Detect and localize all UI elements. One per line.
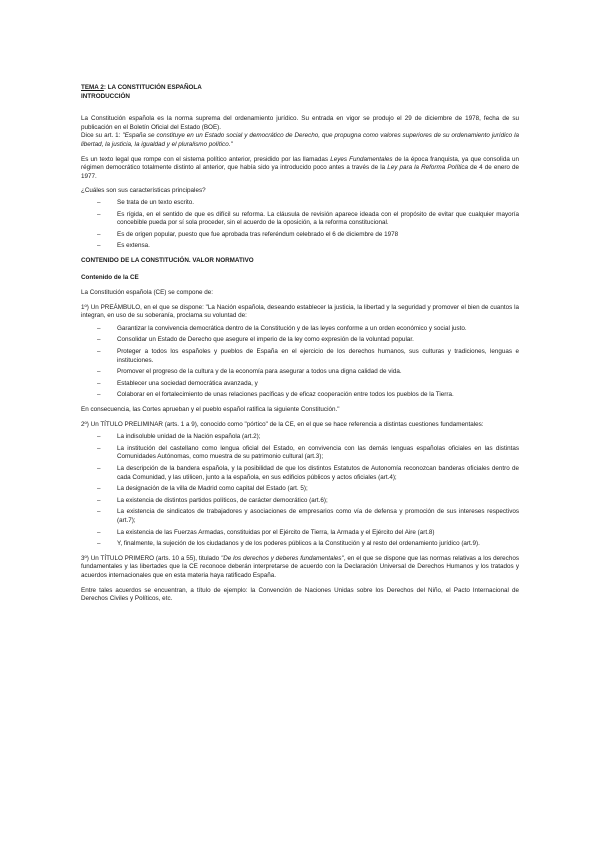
paragraph-titulo-primero bbox=[81, 555, 519, 581]
list-item: – La descripción de la bandera española, y la posibilidad de que los distintos Estatutos de Autonomía reconozcan banderas oficiales dentro de cada Comunidad, y las utilicen, junto a la española, en sus edificios públicos y actos oficiales (art.4); bbox=[81, 465, 519, 482]
intro-2-text-b: de la época franquista, ya que consolida un régimen democrático totalmente distinto al anterior, que había sido ya introducido poco antes a través de la bbox=[81, 155, 519, 172]
list-item: – Y, finalmente, la sujeción de los ciudadanos y de los poderes públicos a la Constitución y al resto del ordenamiento jurídico (art.9). bbox=[81, 540, 519, 549]
list-item: – La indisoluble unidad de la Nación española (art.2); bbox=[81, 433, 519, 442]
preliminar-list bbox=[81, 433, 519, 549]
list-item: – Se trata de un texto escrito. bbox=[81, 199, 519, 208]
paragraph-consecuencia: En consecuencia, las Cortes aprueban y el pueblo español ratifica la siguiente Constitución." bbox=[81, 406, 340, 414]
characteristics-question: ¿Cuáles son sus características principales? bbox=[81, 187, 206, 195]
article-1-quote: "España se constituye en un Estado social y democrático de Derecho, que propugna como valores superiores de su ordenamiento jurídico la libertad, la justicia, la igualdad y el pluralismo político." bbox=[81, 132, 519, 148]
list-item: – Colaborar en el fortalecimiento de unas relaciones pacíficas y de eficaz cooperación entre todos los pueblos de la Tierra. bbox=[81, 391, 519, 400]
list-item: – La existencia de distintos partidos políticos, de carácter democrático (art.6); bbox=[81, 497, 519, 506]
section-heading-introduccion: INTRODUCCIÓN bbox=[81, 92, 130, 100]
document-title bbox=[81, 84, 519, 93]
intro-2-text-a: Es un texto legal que rompe con el sistema político anterior, presidido por las llamadas bbox=[81, 155, 331, 163]
subheading-contenido-ce: Contenido de la CE bbox=[81, 273, 139, 281]
tema-label: TEMA 2 bbox=[81, 84, 104, 91]
list-item: – Proteger a todos los españoles y pueblos de España en el ejercicio de los derechos humanos, sus culturas y tradiciones, lenguas e instituciones. bbox=[81, 348, 519, 365]
characteristics-list bbox=[81, 199, 519, 251]
list-item: – Garantizar la convivencia democrática dentro de la Constitución y de las leyes conforme a un orden económico y social justo. bbox=[81, 325, 519, 334]
paragraph-preambulo: 1º) Un PREÁMBULO, en el que se dispone: "La Nación española, deseando establecer la justicia, la libertad y la seguridad y promover el bien de cuantos la integran, en uso de su soberanía, proclama su voluntad de: bbox=[81, 303, 519, 320]
list-item: – Es extensa. bbox=[81, 242, 519, 251]
intro-text: La Constitución española es la norma suprema del ordenamiento jurídico. Su entrada en vigor se produjo el 29 de diciembre de 1978, fecha de su publicación en el Boletín Oficial del Estado (BOE). bbox=[81, 115, 519, 131]
intro-article-ref: Dice su art. 1: bbox=[81, 132, 123, 140]
tema-title: : LA CONSTITUCIÓN ESPAÑOLA bbox=[103, 84, 202, 91]
titulo-primero-em: "De los derechos y deberes fundamentales" bbox=[221, 554, 344, 562]
list-item: – La existencia de las Fuerzas Armadas, constituidas por el Ejército de Tierra, la Armada y el Ejército del Aire (art.8) bbox=[81, 529, 519, 538]
list-item: – La existencia de sindicatos de trabajadores y asociaciones de empresarios como vía de defensa y promoción de sus intereses respectivos (art.7); bbox=[81, 508, 519, 525]
document-body bbox=[81, 84, 519, 610]
list-item: – Consolidar un Estado de Derecho que asegure el imperio de la ley como expresión de la voluntad popular. bbox=[81, 336, 519, 345]
section-heading-contenido: CONTENIDO DE LA CONSTITUCIÓN. VALOR NORMATIVO bbox=[81, 256, 254, 264]
paragraph-titulo-preliminar: 2º) Un TÍTULO PRELIMINAR (arts. 1 a 9), conocido como "pórtico" de la CE, en el que se hace referencia a distintas cuestiones fundamentales: bbox=[81, 420, 484, 428]
intro-2-text-c: de 4 de enero de 1977. bbox=[81, 164, 519, 180]
paragraph-tratados: Entre tales acuerdos se encuentran, a título de ejemplo: la Convención de Naciones Unidas sobre los Derechos del Niño, el Pacto Internacional de Derechos Civiles y Políticos, etc. bbox=[81, 586, 519, 603]
ley-reforma-politica-em: Ley para la Reforma Política bbox=[387, 164, 468, 172]
paragraph-intro-1 bbox=[81, 115, 519, 149]
leyes-fundamentales-em: Leyes Fundamentales bbox=[330, 155, 393, 163]
list-item: – Es de origen popular, puesto que fue aprobada tras referéndum celebrado el 6 de diciembre de 1978 bbox=[81, 231, 519, 240]
titulo-primero-text-a: 3º) Un TÍTULO PRIMERO (arts. 10 a 55), titulado bbox=[81, 554, 222, 562]
list-item: – La designación de la villa de Madrid como capital del Estado (art. 5); bbox=[81, 485, 519, 494]
list-item: – Promover el progreso de la cultura y de la economía para asegurar a todos una digna calidad de vida. bbox=[81, 368, 519, 377]
paragraph-compose: La Constitución española (CE) se compone de: bbox=[81, 289, 213, 297]
titulo-primero-text-b: , en el que se dispone que las normas relativas a los derechos fundamentales y las libertades que la CE reconoce deberán interpretarse de acuerdo con la Declaración Universal de Derechos Humanos y los tratados y acuerdos internacionales que en esta materia haya ratificado España. bbox=[81, 554, 519, 579]
list-item: – La institución del castellano como lengua oficial del Estado, en convivencia con las demás lenguas españolas oficiales en las distintas Comunidades Autónomas, como muestra de su patrimonio cultural (art.3); bbox=[81, 445, 519, 462]
preambulo-list bbox=[81, 325, 519, 400]
list-item: – Es rígida, en el sentido de que es difícil su reforma. La cláusula de revisión aparece ideada con el propósito de evitar que cualquier mayoría concebible pueda por sí sola proceder, sin el acuerdo de la oposición, a la reforma constitucional. bbox=[81, 211, 519, 228]
list-item: – Establecer una sociedad democrática avanzada, y bbox=[81, 380, 519, 389]
paragraph-intro-2 bbox=[81, 156, 519, 182]
